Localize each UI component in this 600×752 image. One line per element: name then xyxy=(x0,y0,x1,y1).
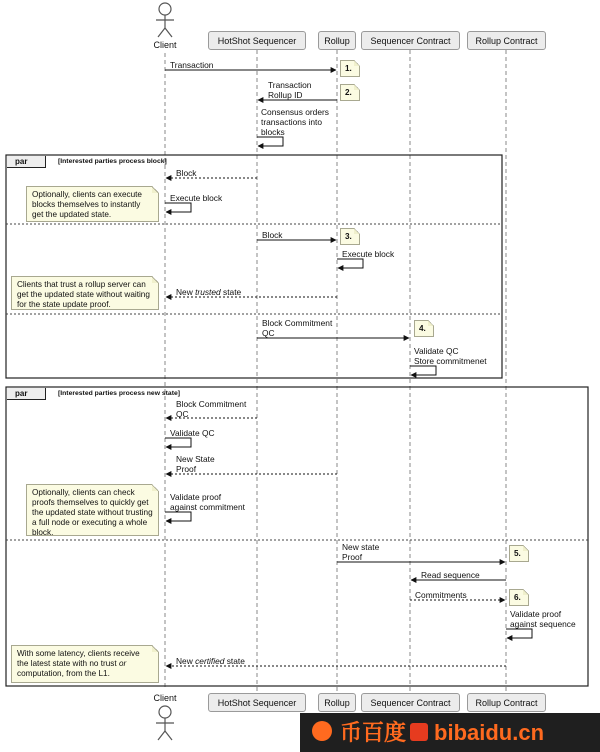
label-new-state-proof-line1: New State xyxy=(176,454,215,464)
watermark-text-cn: 币百度 xyxy=(340,720,407,745)
label-new-state-proof-b-line2: Proof xyxy=(342,552,363,562)
label-consensus-line1: Consensus orders xyxy=(261,107,329,117)
watermark-banner xyxy=(300,713,600,752)
participant-seqcontract-bottom: Sequencer Contract xyxy=(361,693,460,712)
label-validate-qc-store-line2: Store commitmenet xyxy=(414,356,487,366)
arrow-execute-client-self xyxy=(165,203,191,212)
par-title-1: [Interested parties process block] xyxy=(58,158,167,165)
par-frame-2 xyxy=(6,387,588,686)
label-new-certified-post: state xyxy=(224,656,245,666)
step-badge-4: 4. xyxy=(414,320,434,337)
label-txid-line2: Rollup ID xyxy=(268,90,303,100)
label-validate-proof-commit-line1: Validate proof xyxy=(170,492,222,502)
label-transaction: Transaction xyxy=(170,60,214,70)
label-new-trusted-pre: New xyxy=(176,287,196,297)
arrow-execute-rollup-self xyxy=(337,259,363,268)
label-block1: Block xyxy=(176,168,197,178)
label-new-certified-pre: New xyxy=(176,656,196,666)
participant-hotshot-top: HotShot Sequencer xyxy=(208,31,306,50)
par-tab-1: par xyxy=(7,156,46,168)
note-latency-pre: With some latency, clients receive the latest state with no trust xyxy=(17,649,140,668)
label-new-certified-state xyxy=(176,656,245,666)
participant-rollup-bottom: Rollup xyxy=(318,693,356,712)
label-new-trusted-post: state xyxy=(220,287,242,297)
arrow-validate-store-self xyxy=(410,366,436,375)
label-validate-proof-commit-line2: against commitment xyxy=(170,502,245,512)
label-txid-line1: Transaction xyxy=(268,80,312,90)
watermark-text-domain: bibaidu.cn xyxy=(434,720,545,745)
note-trust-rollup: Clients that trust a rollup server can get the updated state without waiting for the state update proof. xyxy=(11,276,159,310)
label-new-state-proof-b-line1: New state xyxy=(342,542,380,552)
arrow-validate-qc-self xyxy=(165,438,191,447)
step-badge-1: 1. xyxy=(340,60,360,77)
label-validate-qc: Validate QC xyxy=(170,428,215,438)
label-bcqc1-line1: Block Commitment xyxy=(262,318,333,328)
label-validate-qc-store-line1: Validate QC xyxy=(414,346,459,356)
label-new-trusted-em: trusted xyxy=(195,287,221,297)
client-actor-figure-bottom xyxy=(156,706,174,740)
par-tab-2: par xyxy=(7,388,46,400)
label-execute-client: Execute block xyxy=(170,193,223,203)
participant-rollupcontract-bottom: Rollup Contract xyxy=(467,693,546,712)
participant-rollup-top: Rollup xyxy=(318,31,356,50)
label-bcqc2-line2: QC xyxy=(176,409,189,419)
label-new-certified-em: certified xyxy=(195,656,225,666)
participant-seqcontract-top: Sequencer Contract xyxy=(361,31,460,50)
step-badge-5: 5. xyxy=(509,545,529,562)
note-optional-proofs: Optionally, clients can check proofs themselves to quickly get the updated state without trusting a full node or executing a whole block. xyxy=(26,484,159,536)
step-badge-6: 6. xyxy=(509,589,529,606)
label-commitments: Commitments xyxy=(415,590,467,600)
note-optional-execute: Optionally, clients can execute blocks themselves to instantly get the updated state. xyxy=(26,186,159,222)
label-new-state-proof-line2: Proof xyxy=(176,464,197,474)
label-execute-rollup: Execute block xyxy=(342,249,395,259)
label-consensus-line2: transactions into xyxy=(261,117,322,127)
step-badge-3: 3. xyxy=(340,228,360,245)
label-consensus-line3: blocks xyxy=(261,127,285,137)
par-title-2: [Interested parties process new state] xyxy=(58,390,181,397)
participant-client-top: Client xyxy=(153,40,177,50)
arrow-consensus-self xyxy=(257,137,283,146)
label-block2: Block xyxy=(262,230,283,240)
label-read-sequence: Read sequence xyxy=(421,570,480,580)
participant-hotshot-bottom: HotShot Sequencer xyxy=(208,693,306,712)
paw-logo-icon xyxy=(312,721,332,741)
participant-rollupcontract-top: Rollup Contract xyxy=(467,31,546,50)
arrow-validate-proof-commit-self xyxy=(165,512,191,521)
note-latency xyxy=(11,645,159,683)
label-bcqc2-line1: Block Commitment xyxy=(176,399,247,409)
arrow-validate-proof-seq-self xyxy=(506,629,532,638)
step-badge-2: 2. xyxy=(340,84,360,101)
note-latency-post: computation, from the L1. xyxy=(17,669,110,678)
label-bcqc1-line2: QC xyxy=(262,328,275,338)
note-latency-em: or xyxy=(118,659,127,668)
client-actor-figure-top xyxy=(156,3,174,37)
site-logo-icon xyxy=(410,723,428,741)
label-new-trusted-state xyxy=(176,287,241,297)
label-validate-proof-seq-line1: Validate proof xyxy=(510,609,562,619)
label-validate-proof-seq-line2: against sequence xyxy=(510,619,576,629)
participant-client-bottom: Client xyxy=(153,693,177,703)
